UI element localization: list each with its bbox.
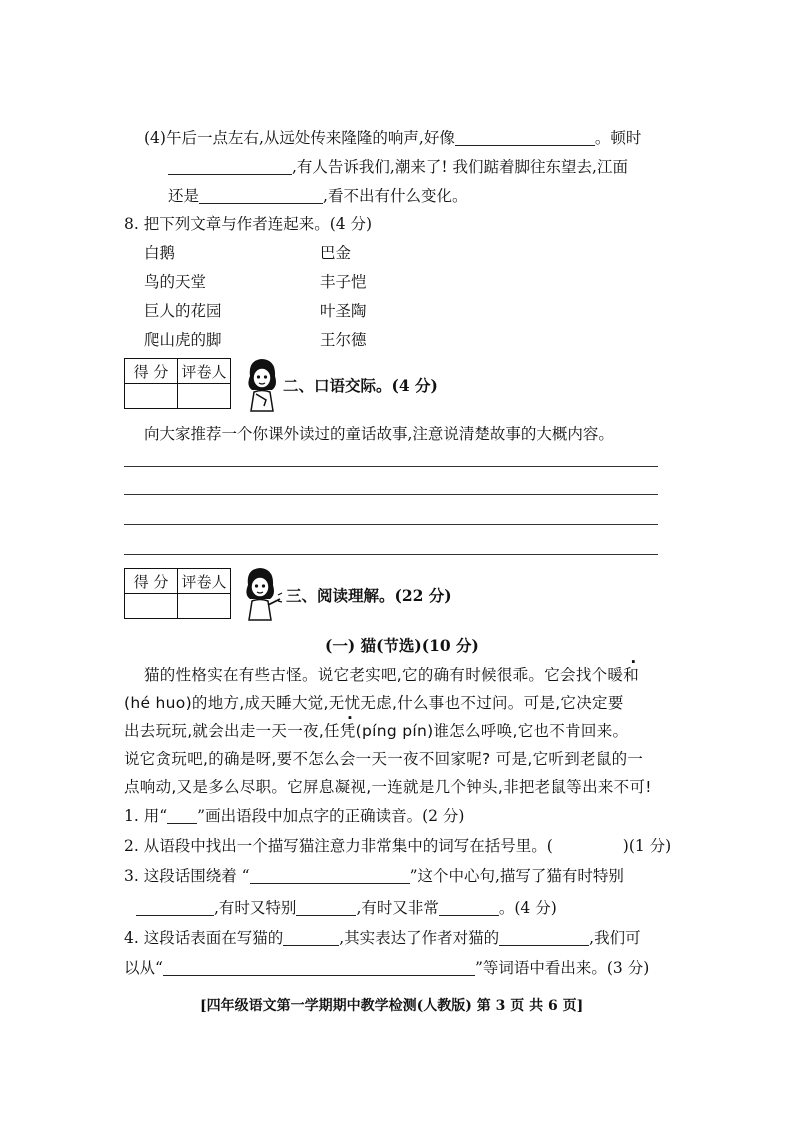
grader-cell[interactable] bbox=[178, 384, 231, 409]
page-footer: [四年级语文第一学期期中教学检测(人教版) 第 3 页 共 6 页] bbox=[200, 998, 584, 1014]
grader-cell[interactable] bbox=[178, 594, 231, 619]
passage-title: (一) 猫(节选)(10 分) bbox=[325, 636, 479, 655]
answer-line[interactable] bbox=[124, 524, 658, 525]
grader-label: 评卷人 bbox=[178, 569, 231, 594]
question-1: 1. 用“ ”画出语段中加点字的正确读音。(2 分) bbox=[124, 807, 465, 825]
answer-blank[interactable] bbox=[296, 900, 356, 917]
answer-blank[interactable] bbox=[168, 159, 292, 176]
girl-thinking-icon bbox=[242, 356, 282, 412]
section3-title: 三、阅读理解。(22 分) bbox=[286, 586, 452, 605]
passage-line: (hé huo)的地方,成天睡大觉,无忧无虑,什么事也不过问。可是,它决定要 bbox=[124, 694, 624, 712]
score-cell[interactable] bbox=[125, 594, 178, 619]
section2-prompt: 向大家推荐一个你课外读过的童话故事,注意说清楚故事的大概内容。 bbox=[144, 425, 614, 443]
answer-blank[interactable] bbox=[439, 900, 499, 917]
answer-line[interactable] bbox=[124, 466, 658, 467]
article-item[interactable]: 爬山虎的脚 bbox=[144, 331, 222, 349]
underline-sample bbox=[167, 808, 197, 825]
section2-title: 二、口语交际。(4 分) bbox=[283, 376, 438, 395]
author-item[interactable]: 丰子恺 bbox=[320, 273, 367, 291]
score-box bbox=[124, 568, 231, 619]
girl-pointing-icon bbox=[240, 565, 284, 621]
answer-blank[interactable] bbox=[455, 130, 595, 147]
question-3-cont: ,有时又特别 ,有时又非常 。(4 分) bbox=[136, 896, 557, 918]
question-3: 3. 这段话围绕着 “ ”这个中心句,描写了猫有时特别 bbox=[124, 867, 624, 885]
score-label: 得 分 bbox=[125, 359, 178, 384]
answer-blank[interactable] bbox=[283, 930, 339, 947]
score-box bbox=[124, 358, 231, 409]
author-item[interactable]: 叶圣陶 bbox=[320, 302, 367, 320]
score-cell[interactable] bbox=[125, 384, 178, 409]
grader-label: 评卷人 bbox=[178, 359, 231, 384]
passage-line: 点响动,又是多么尽职。它屏息凝视,一连就是几个钟头,非把老鼠等出来不可! bbox=[124, 778, 652, 796]
passage-line: 说它贪玩吧,的确是呀,要不怎么会一天一夜不回家呢? 可是,它听到老鼠的一 bbox=[124, 750, 644, 768]
answer-line[interactable] bbox=[124, 494, 658, 495]
question-4: 4. 这段话表面在写猫的 ,其实表达了作者对猫的 ,我们可 bbox=[124, 929, 641, 947]
article-item[interactable]: 白鹅 bbox=[144, 244, 176, 262]
passage-line: 出去玩玩,就会出走一天一夜,任凭(píng pín)谁怎么呼唤,它也不肯回来。 bbox=[124, 722, 629, 740]
q7-4-line3: 还是 ,看不出有什么变化。 bbox=[168, 187, 468, 205]
passage-line: 猫的性格实在有些古怪。说它老实吧,它的确有时候很乖。它会找个暖和 bbox=[144, 666, 640, 684]
question-4-cont: 以从“ ”等词语中看出来。(3 分) bbox=[124, 959, 650, 977]
answer-line[interactable] bbox=[124, 554, 658, 555]
article-item[interactable]: 巨人的花园 bbox=[144, 302, 222, 320]
answer-blank[interactable] bbox=[199, 188, 323, 205]
author-item[interactable]: 王尔德 bbox=[320, 331, 367, 349]
q8-title: 8. 把下列文章与作者连起来。(4 分) bbox=[124, 215, 373, 233]
answer-blank[interactable] bbox=[163, 960, 475, 977]
q7-4-line2: ,有人告诉我们,潮来了! 我们踮着脚往东望去,江面 bbox=[168, 155, 628, 177]
q7-4-line1: (4)午后一点左右,从远处传来隆隆的响声,好像 。顿时 bbox=[144, 129, 642, 147]
answer-blank[interactable] bbox=[250, 868, 410, 885]
question-2: 2. 从语段中找出一个描写猫注意力非常集中的词写在括号里。( )(1 分) bbox=[124, 837, 672, 855]
score-label: 得 分 bbox=[125, 569, 178, 594]
dotted-character: 凭 bbox=[339, 722, 356, 740]
dotted-character: 和 bbox=[623, 666, 640, 684]
answer-blank[interactable] bbox=[499, 930, 589, 947]
answer-blank[interactable] bbox=[136, 900, 214, 917]
author-item[interactable]: 巴金 bbox=[320, 244, 352, 262]
article-item[interactable]: 鸟的天堂 bbox=[144, 273, 207, 291]
